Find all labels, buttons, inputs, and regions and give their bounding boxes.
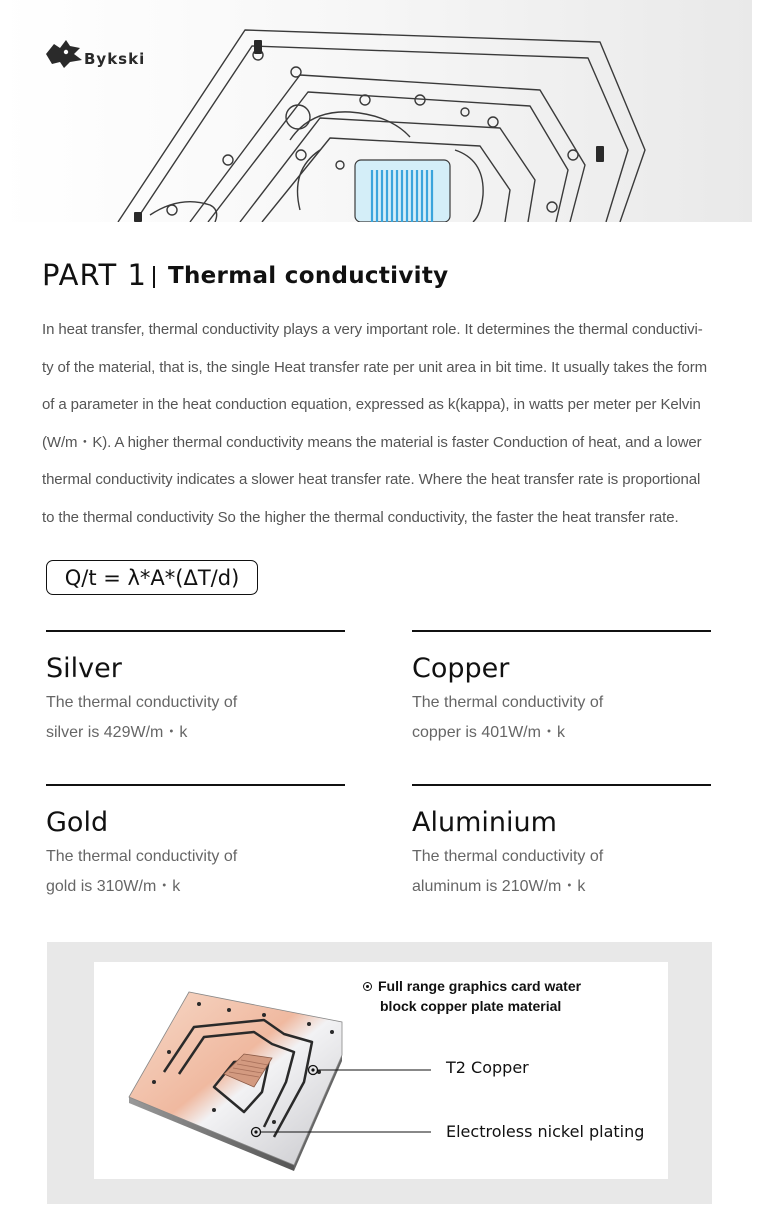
material-panel-inner bbox=[94, 962, 668, 1179]
metal-card-gold bbox=[46, 784, 346, 902]
metal-name: Copper bbox=[412, 653, 510, 684]
bullet-line1: Full range graphics card water bbox=[378, 978, 582, 994]
dragon-head-icon bbox=[44, 36, 84, 70]
water-block-illustration bbox=[0, 0, 752, 222]
heading-divider bbox=[153, 266, 155, 288]
paragraph-line: ty of the material, that is, the single Heat transfer rate per unit area in bit time. It usually takes the form bbox=[42, 358, 708, 376]
label-nickel-plating: Electroless nickel plating bbox=[446, 1122, 645, 1141]
metal-desc-line1: The thermal conductivity of bbox=[412, 848, 604, 865]
section-title: Thermal conductivity bbox=[168, 263, 449, 289]
metal-desc-line2: silver is 429W/m・k bbox=[46, 724, 188, 741]
metal-name: Aluminium bbox=[412, 807, 557, 838]
material-bullet-label bbox=[363, 978, 581, 1014]
metal-desc-line1: The thermal conductivity of bbox=[412, 694, 604, 711]
paragraph-line: In heat transfer, thermal conductivity plays a very important role. It determines the thermal conductivi- bbox=[42, 321, 703, 338]
metal-name: Silver bbox=[46, 653, 122, 684]
bullet-line2: block copper plate material bbox=[380, 998, 562, 1014]
divider bbox=[46, 630, 345, 632]
divider bbox=[46, 784, 345, 786]
description-paragraph bbox=[42, 317, 718, 543]
metal-name: Gold bbox=[46, 807, 109, 838]
metal-card-silver bbox=[46, 630, 346, 748]
brand-wordmark: Bykski bbox=[84, 50, 146, 68]
metal-desc-line2: aluminum is 210W/m・k bbox=[412, 878, 586, 895]
paragraph-line: of a parameter in the heat conduction equation, expressed as k(kappa), in watts per meter per Kelvin bbox=[42, 396, 701, 414]
metal-desc-line1: The thermal conductivity of bbox=[46, 848, 238, 865]
target-bullet-icon bbox=[363, 982, 372, 991]
paragraph-line: thermal conductivity indicates a slower heat transfer rate. Where the heat transfer rate is proportional bbox=[42, 471, 701, 489]
label-t2-copper: T2 Copper bbox=[446, 1058, 529, 1077]
paragraph-line: (W/m・K). A higher thermal conductivity means the material is faster Conduction of heat, and a lower bbox=[42, 433, 702, 451]
bykski-logo bbox=[44, 36, 156, 70]
metal-desc-line2: copper is 401W/m・k bbox=[412, 724, 565, 741]
metal-desc-line2: gold is 310W/m・k bbox=[46, 878, 181, 895]
metal-card-aluminium bbox=[412, 784, 712, 902]
material-panel bbox=[47, 942, 712, 1204]
paragraph-line: to the thermal conductivity So the higher the thermal conductivity, the faster the heat transfer rate. bbox=[42, 508, 679, 526]
part-label: PART 1 bbox=[42, 258, 147, 292]
metal-desc-line1: The thermal conductivity of bbox=[46, 694, 238, 711]
formula-box: Q/t = λ*A*(ΔT/d) bbox=[46, 560, 258, 595]
divider bbox=[412, 784, 711, 786]
hero-banner bbox=[0, 0, 752, 222]
divider bbox=[412, 630, 711, 632]
metal-card-copper bbox=[412, 630, 712, 748]
